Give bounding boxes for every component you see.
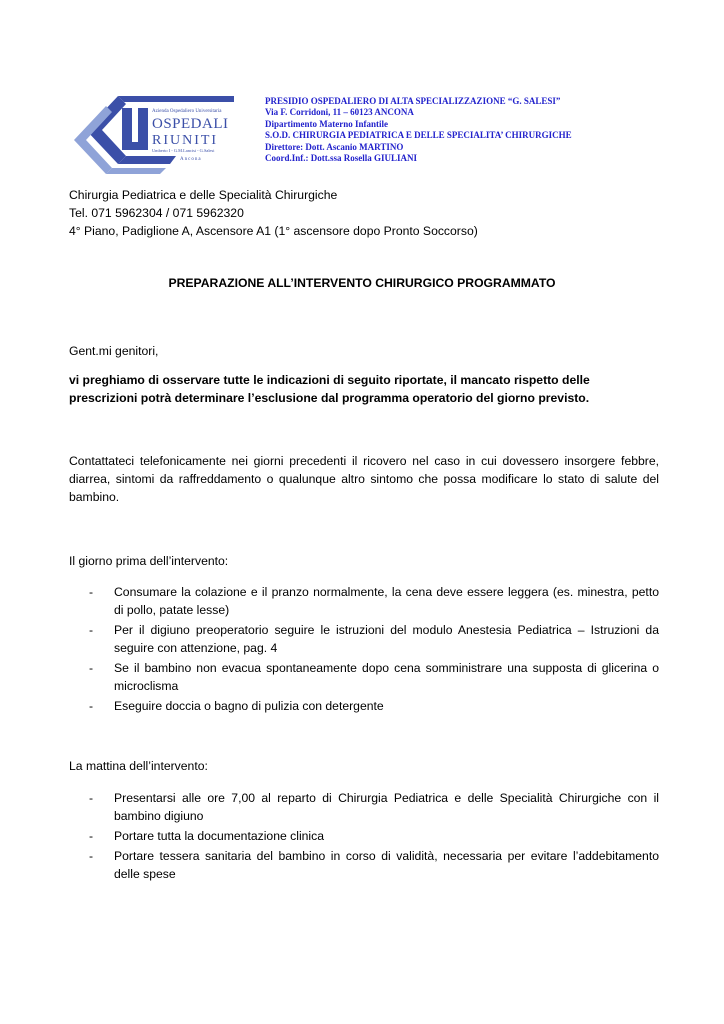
list-item: - Portare tessera sanitaria del bambino in corso di validità, necessaria per evitare l’addebitamento delle spese [89, 849, 659, 881]
logo-letter-u-icon [122, 108, 148, 150]
list-item: - Eseguire doccia o bagno di pulizia con detergente [89, 699, 384, 713]
greeting: Gent.mi genitori, [69, 344, 159, 358]
ospedali-riuniti-logo [66, 92, 234, 196]
contact-phone: Tel. 071 5962304 / 071 5962320 [69, 206, 244, 220]
list-item: - Portare tutta la documentazione clinica [89, 829, 325, 843]
document-title: PREPARAZIONE ALL’INTERVENTO CHIRURGICO PROGRAMMATO [168, 276, 556, 290]
header-line: Via F. Corridoni, 11 – 60123 ANCONA [265, 107, 414, 118]
list-item: - Presentarsi alle ore 7,00 al reparto di Chirurgia Pediatrica e delle Specialità Chirurgiche con il bambino digiuno [89, 791, 659, 823]
day-before-list [69, 583, 659, 717]
contact-department: Chirurgia Pediatrica e delle Specialità Chirurgiche [69, 188, 338, 202]
logo-line1: Azienda Ospedaliero Universitaria [152, 109, 222, 114]
list-item: - Per il digiuno preoperatorio seguire le istruzioni del modulo Anestesia Pediatrica – Istruzioni da seguire con attenzione, pag. 4 [89, 623, 659, 655]
contact-location: 4° Piano, Padiglione A, Ascensore A1 (1° ascensore dopo Pronto Soccorso) [69, 224, 478, 238]
logo-line3: RIUNITI [152, 133, 219, 148]
logo-line4: Umberto I - G.M.Lancisi - G.Salesi [152, 148, 215, 153]
contact-instructions: Contattateci telefonicamente nei giorni precedenti il ricovero nel caso in cui dovessero insorgere febbre, diarrea, sintomi da raffreddamento o qualunque altro sintomo che possa modificare lo stato di salute del bambino. [69, 454, 659, 504]
header-line: Coord.Inf.: Dott.ssa Rosella GIULIANI [265, 153, 418, 164]
section-heading-morning: La mattina dell’intervento: [69, 759, 208, 773]
header-line: PRESIDIO OSPEDALIERO DI ALTA SPECIALIZZAZIONE “G. SALESI” [265, 96, 561, 106]
list-item: - Se il bambino non evacua spontaneamente dopo cena somministrare una supposta di glicerina o microclisma [89, 661, 659, 693]
header-line: Dipartimento Materno Infantile [265, 118, 388, 129]
header-line: S.O.D. CHIRURGIA PEDIATRICA E DELLE SPECIALITA’ CHIRURGICHE [265, 130, 572, 141]
hospital-header [265, 96, 665, 164]
morning-list [69, 789, 659, 885]
logo-line2: OSPEDALI [152, 116, 229, 132]
section-heading-day-before: Il giorno prima dell’intervento: [69, 554, 229, 568]
header-line: Direttore: Dott. Ascanio MARTINO [265, 141, 404, 152]
logo-line5: Ancona [180, 157, 202, 162]
contact-block [69, 186, 478, 240]
list-item: - Consumare la colazione e il pranzo normalmente, la cena deve essere leggera (es. minestra, petto di pollo, patate lesse) [89, 585, 659, 617]
warning-text: vi preghiamo di osservare tutte le indicazioni di seguito riportate, il mancato rispetto delle prescrizioni potrà determinare l’esclusione dal programma operatorio del giorno previsto. [69, 373, 590, 405]
